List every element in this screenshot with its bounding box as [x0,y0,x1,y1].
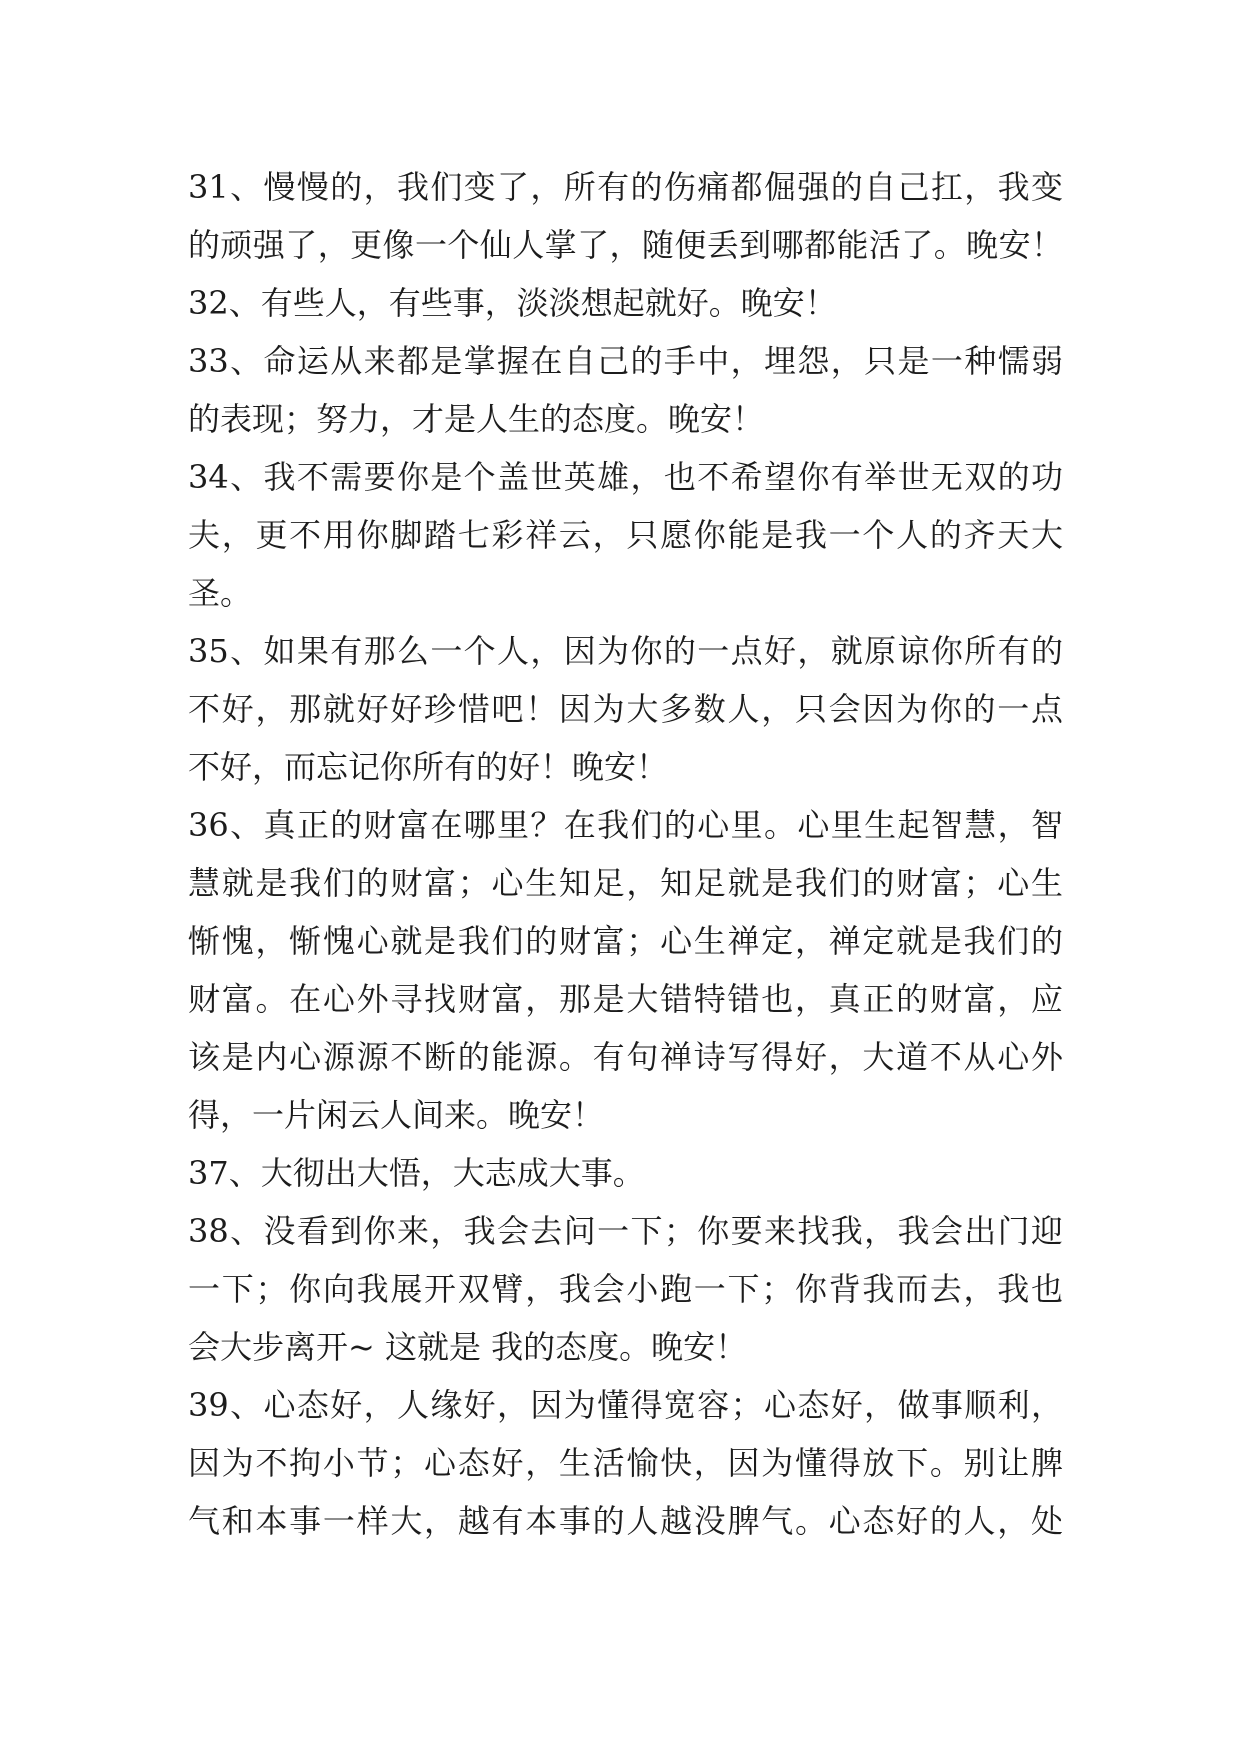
text-line-9: 35、如果有那么一个人，因为你的一点好，就原谅你所有的 [188,632,1063,670]
text-line-15: 财富。在心外寻找财富，那是大错特错也，真正的财富，应 [188,980,1063,1018]
text-line-6: 34、我不需要你是个盖世英雄，也不希望你有举世无双的功 [188,458,1063,496]
text-line-13: 慧就是我们的财富；心生知足，知足就是我们的财富；心生 [188,864,1063,902]
text-line-8: 圣。 [188,574,253,612]
text-line-24: 气和本事一样大，越有本事的人越没脾气。心态好的人，处 [188,1502,1063,1540]
text-line-16: 该是内心源源不断的能源。有句禅诗写得好，大道不从心外 [188,1038,1063,1076]
text-line-18: 37、大彻出大悟，大志成大事。 [188,1154,645,1192]
text-line-20: 一下；你向我展开双臂，我会小跑一下；你背我而去，我也 [188,1270,1063,1308]
text-line-21: 会大步离开~ 这就是 我的态度。晚安！ [188,1328,748,1366]
text-line-1: 31、慢慢的，我们变了，所有的伤痛都倔强的自己扛，我变 [188,168,1063,206]
text-line-14: 惭愧，惭愧心就是我们的财富；心生禅定，禅定就是我们的 [188,922,1063,960]
text-line-10: 不好，那就好好珍惜吧！因为大多数人，只会因为你的一点 [188,690,1063,728]
text-line-12: 36、真正的财富在哪里？在我们的心里。心里生起智慧，智 [188,806,1063,844]
text-line-23: 因为不拘小节；心态好，生活愉快，因为懂得放下。别让脾 [188,1444,1063,1482]
document-body [188,158,1063,1550]
text-line-7: 夫，更不用你脚踏七彩祥云，只愿你能是我一个人的齐天大 [188,516,1063,554]
text-line-2: 的顽强了，更像一个仙人掌了，随便丢到哪都能活了。晚安！ [188,226,1063,264]
text-line-17: 得，一片闲云人间来。晚安！ [188,1096,605,1134]
text-line-5: 的表现；努力，才是人生的态度。晚安！ [188,400,765,438]
text-line-3: 32、有些人，有些事，淡淡想起就好。晚安！ [188,284,837,322]
text-line-4: 33、命运从来都是掌握在自己的手中，埋怨，只是一种懦弱 [188,342,1063,380]
text-line-19: 38、没看到你来，我会去问一下；你要来找我，我会出门迎 [188,1212,1063,1250]
text-line-11: 不好，而忘记你所有的好！晚安！ [188,748,669,786]
text-line-22: 39、心态好，人缘好，因为懂得宽容；心态好，做事顺利， [188,1386,1063,1424]
